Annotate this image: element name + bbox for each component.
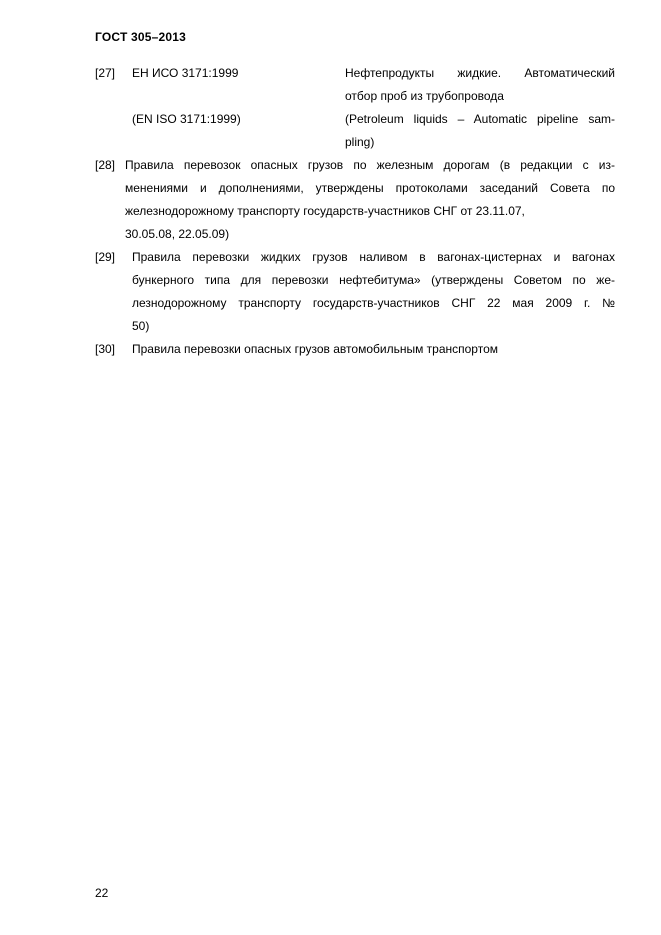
reference-number: [29]: [95, 250, 116, 264]
reference-text-line: железнодорожному транспорту государств-участников СНГ от 23.11.07,: [125, 204, 525, 218]
reference-title-column: [345, 62, 615, 154]
reference-title-ru-line: отбор проб из трубопровода: [345, 89, 504, 103]
reference-text-line: менениями и дополнениями, утверждены протоколами заседаний Совета по: [125, 181, 615, 195]
reference-title-en-line: (Petroleum liquids – Automatic pipeline sam-: [345, 112, 615, 126]
reference-code-ru: ЕН ИСО 3171:1999: [132, 66, 239, 80]
reference-text-line: бункерного типа для перевозки нефтебитума» (утверждены Советом по же-: [132, 273, 615, 287]
reference-text-line: 30.05.08, 22.05.09): [125, 227, 230, 241]
reference-text-line: 50): [132, 319, 150, 333]
page-number: 22: [95, 886, 109, 900]
reference-27: [95, 62, 615, 154]
reference-title-ru-line: Нефтепродукты жидкие. Автоматический: [345, 66, 615, 80]
reference-code-en: (EN ISO 3171:1999): [132, 112, 241, 126]
reference-code-column: [127, 62, 345, 154]
reference-list: [95, 62, 615, 361]
reference-28: [95, 154, 615, 246]
reference-text-line: лезнодорожному транспорту государств-участников СНГ 22 мая 2009 г. №: [132, 296, 615, 310]
document-header: ГОСТ 305–2013: [95, 30, 187, 44]
reference-text-line: Правила перевозки опасных грузов автомобильным транспортом: [132, 342, 498, 356]
reference-title-en-line: pling): [345, 135, 375, 149]
reference-text-line: Правила перевозки жидких грузов наливом в вагонах-цистернах и вагонах: [132, 250, 615, 264]
reference-30: [95, 338, 615, 361]
reference-number: [28]: [95, 158, 116, 172]
reference-text-line: Правила перевозок опасных грузов по железным дорогам (в редакции с из-: [125, 158, 615, 172]
reference-number: [27]: [95, 66, 116, 80]
reference-29: [95, 246, 615, 338]
reference-number: [30]: [95, 342, 116, 356]
